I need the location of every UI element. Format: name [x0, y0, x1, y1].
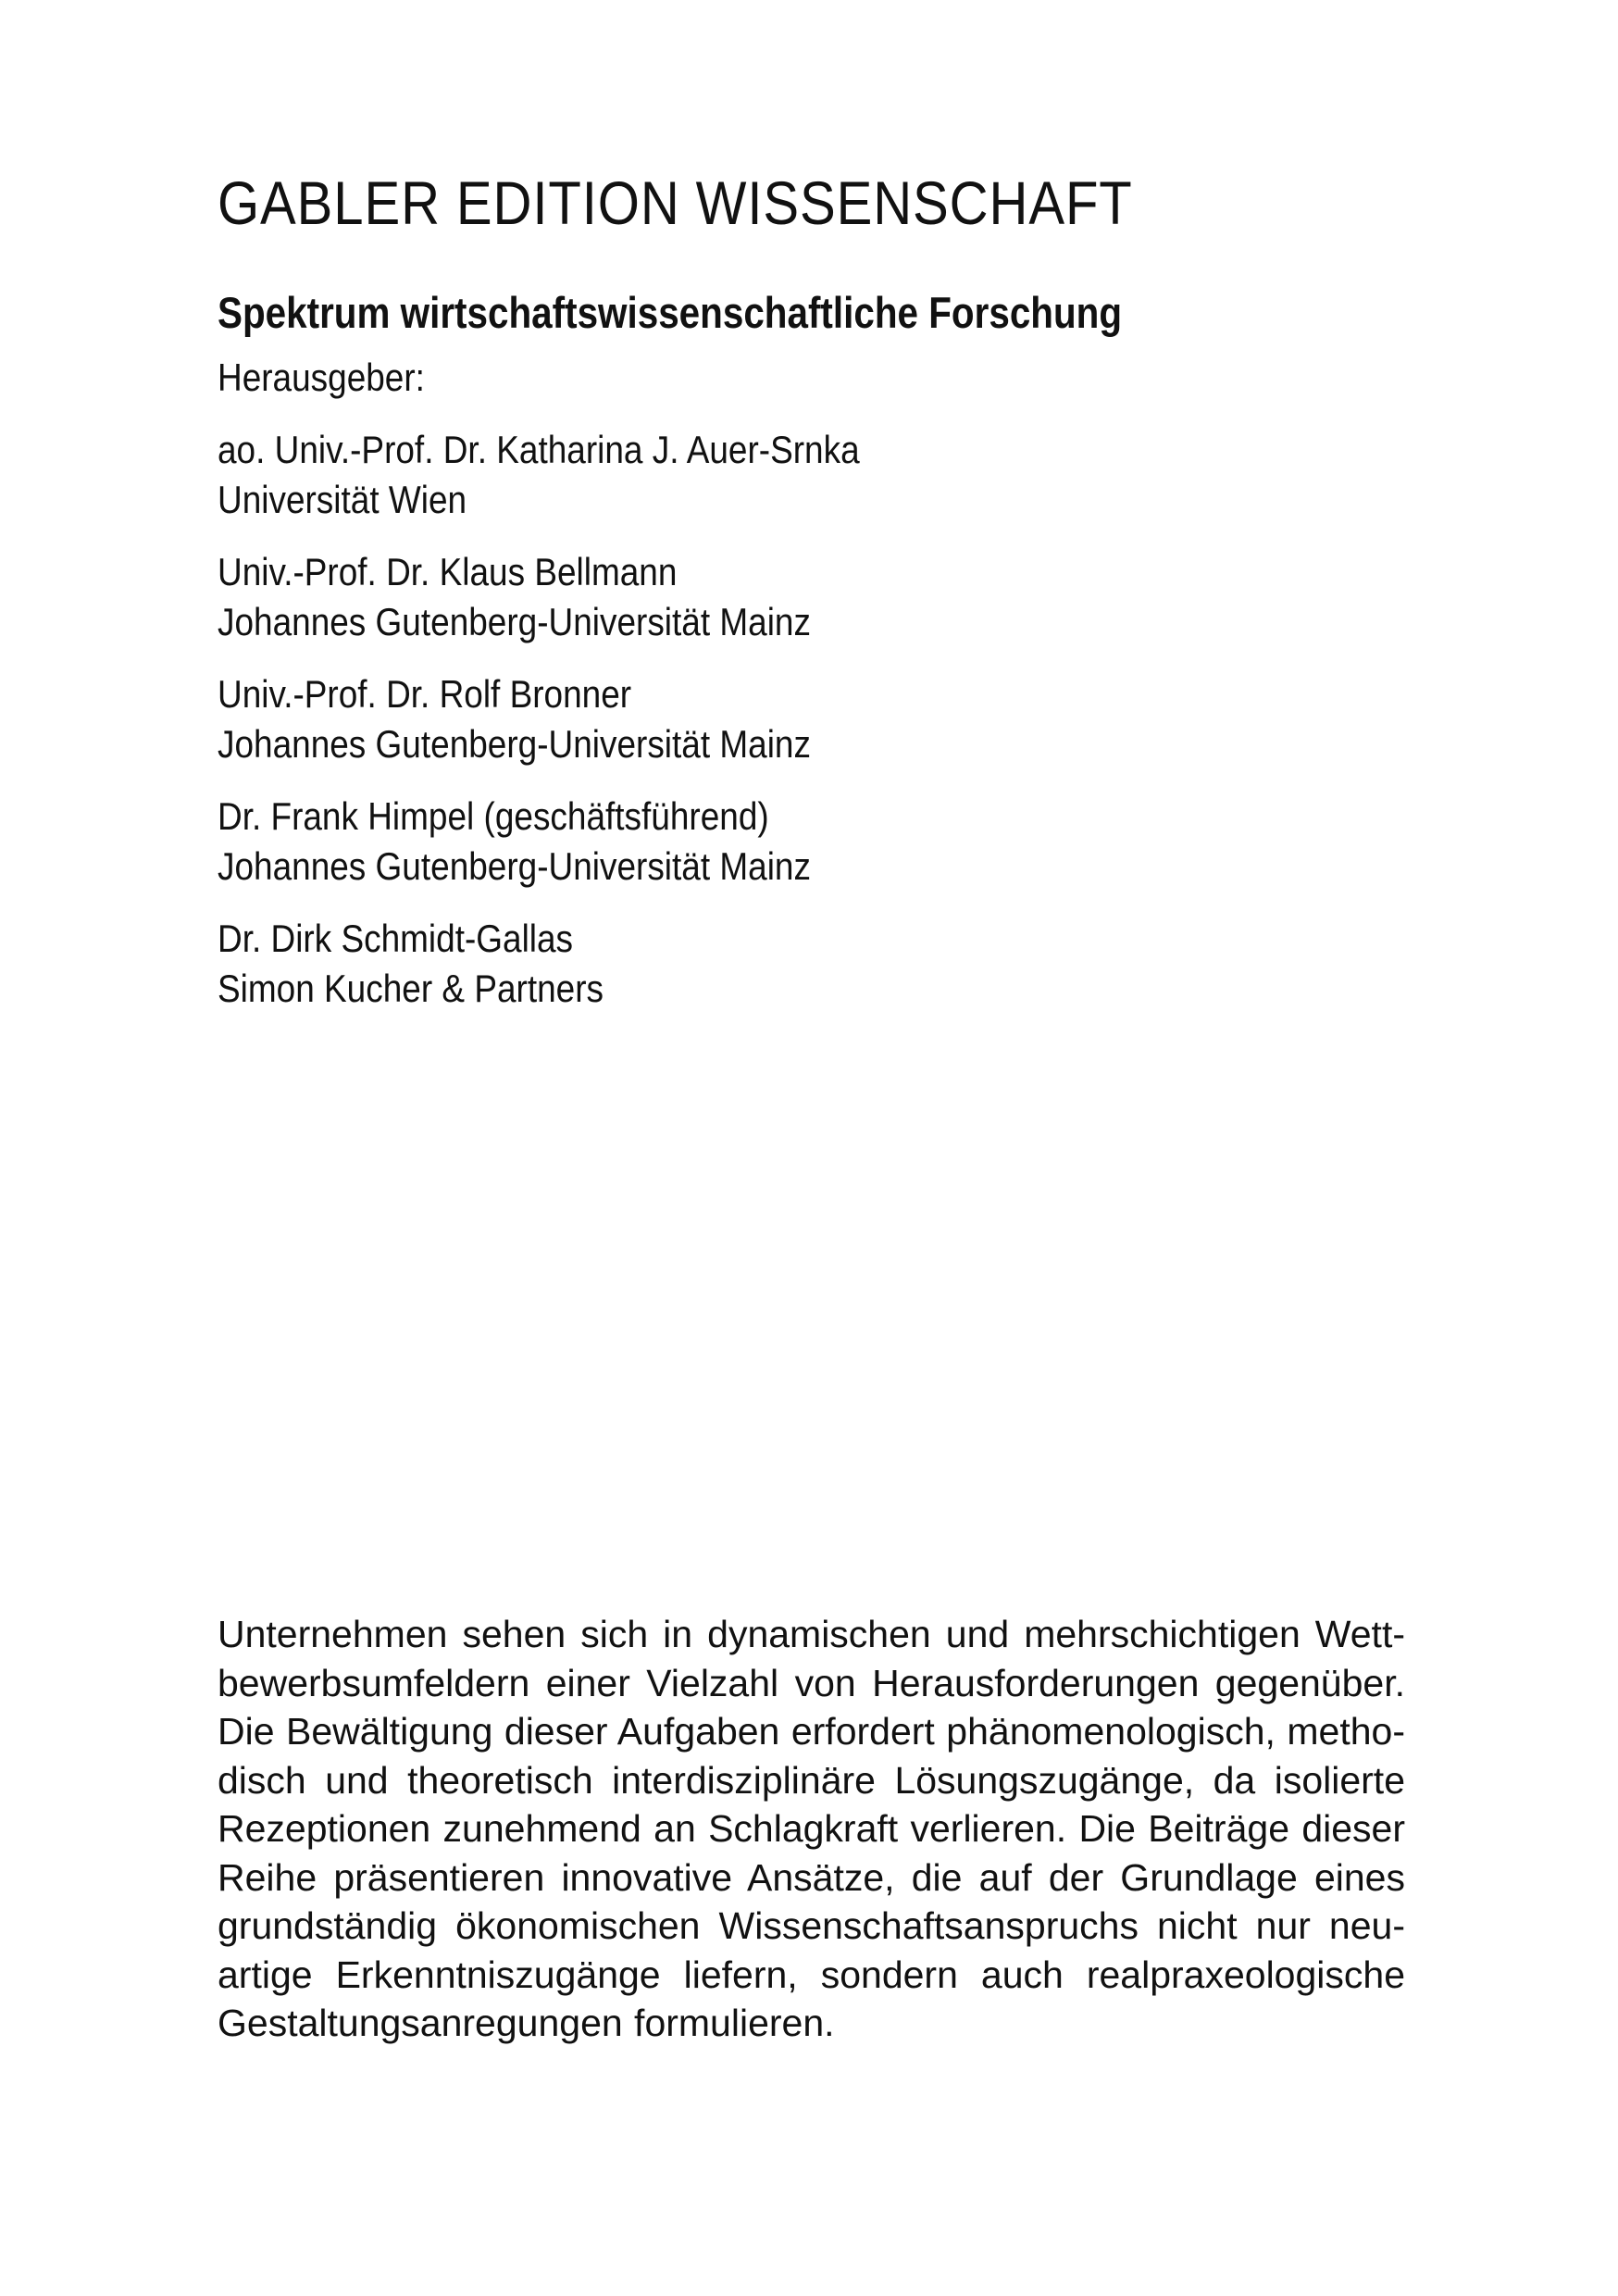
editor-name: Univ.-Prof. Dr. Rolf Bronner	[218, 672, 632, 716]
editor-affiliation: Johannes Gutenberg-Universität Mainz	[218, 600, 811, 643]
editor-name: ao. Univ.-Prof. Dr. Katharina J. Auer-Srnka	[218, 428, 860, 471]
editor-entry	[218, 669, 1276, 769]
series-subtitle: Spektrum wirtschaftswissenschaftliche Forschung	[218, 288, 1123, 337]
editor-entry	[218, 914, 1276, 1014]
editor-entry	[218, 547, 1276, 647]
editor-affiliation: Universität Wien	[218, 478, 467, 521]
series-description: Unternehmen sehen sich in dynamischen und mehrschichtigen Wett-bewerbsumfeldern einer Vielzahl von Herausforderungen gegenüber. Die Bewältigung dieser Aufgaben erfordert phänomenologisch, metho-disch und theoretisch interdisziplinäre Lösungszugänge, da isolierte Rezeptionen zunehmend an Schlagkraft verlieren. Die Beiträge dieser Reihe präsentieren innovative Ansätze, die auf der Grundlage eines grundständig ökonomischen Wissenschaftsanspruchs nicht nur neu-artige Erkenntniszugänge liefern, sondern auch realpraxeologische Gestaltungsanregungen formulieren.	[218, 1613, 1405, 2044]
editors-list	[218, 353, 1276, 1036]
editor-entry	[218, 792, 1276, 892]
editor-entry	[218, 425, 1276, 525]
editor-name: Dr. Dirk Schmidt-Gallas	[218, 917, 574, 960]
editors-label: Herausgeber:	[218, 356, 425, 399]
editor-affiliation: Simon Kucher & Partners	[218, 967, 604, 1010]
editor-name: Dr. Frank Himpel (geschäftsführend)	[218, 794, 769, 838]
editor-affiliation: Johannes Gutenberg-Universität Mainz	[218, 844, 811, 888]
editor-affiliation: Johannes Gutenberg-Universität Mainz	[218, 722, 811, 766]
editor-name: Univ.-Prof. Dr. Klaus Bellmann	[218, 550, 678, 593]
series-title: GABLER EDITION WISSENSCHAFT	[218, 168, 1133, 237]
